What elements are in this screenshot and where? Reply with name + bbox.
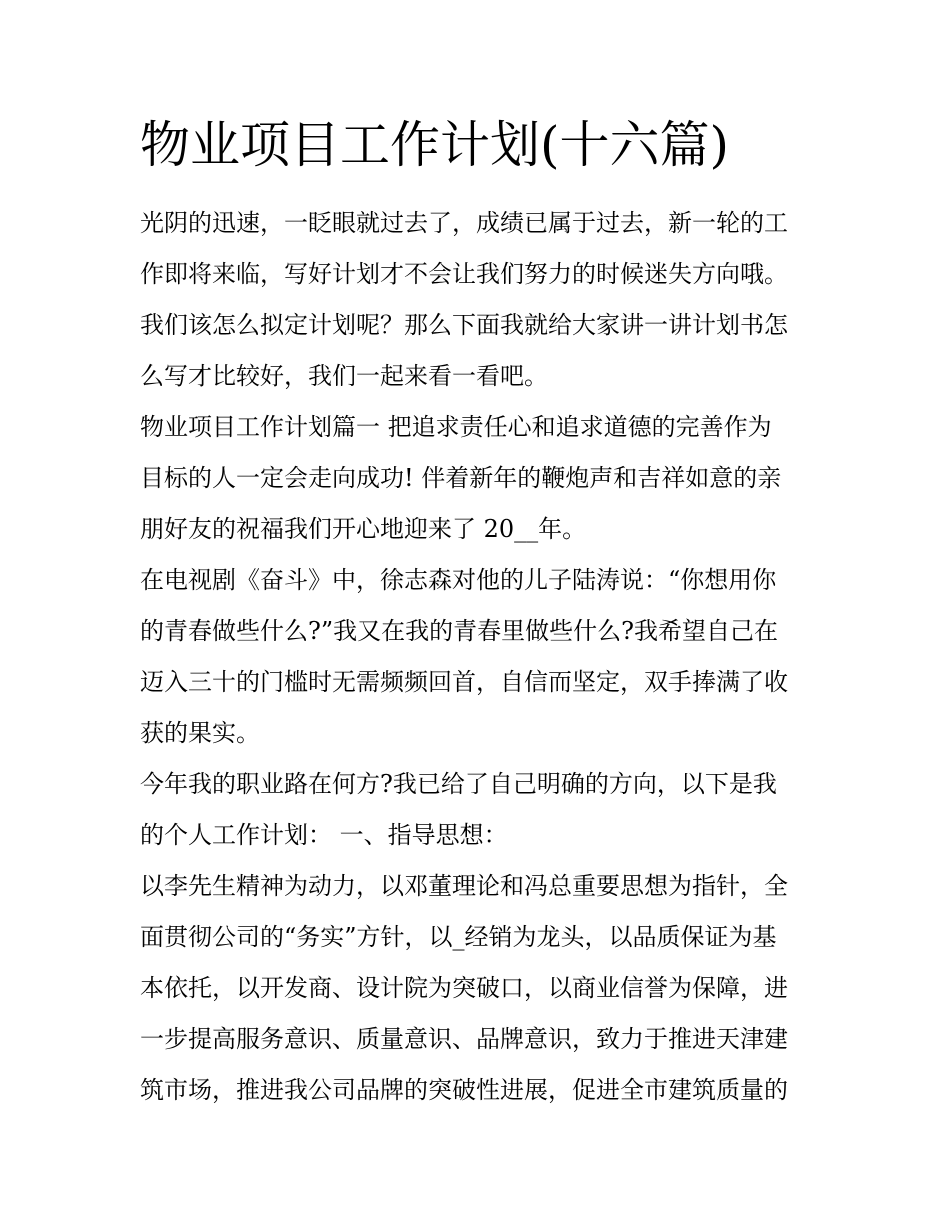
text-line: 本依托，以开发商、设计院为突破口，以商业信誉为保障，进 — [140, 974, 788, 1002]
text-line: 迈入三十的门槛时无需频频回首，自信而坚定，双手捧满了收 — [140, 668, 788, 696]
text-line: 我们该怎么拟定计划呢？那么下面我就给大家讲一讲计划书怎 — [140, 311, 788, 339]
text-line: 作即将来临，写好计划才不会让我们努力的时候迷失方向哦。 — [140, 260, 788, 288]
text-line: 的青春做些什么?”我又在我的青春里做些什么?我希望自己在 — [140, 617, 779, 645]
text-line: 的个人工作计划： 一、指导思想： — [140, 821, 508, 849]
text-line: 在电视剧《奋斗》中，徐志森对他的儿子陆涛说：“你想用你 — [140, 566, 777, 594]
text-line: 朋好友的祝福我们开心地迎来了 20__年。 — [140, 515, 587, 543]
text-line: 获的果实。 — [140, 719, 260, 747]
text-line: 今年我的职业路在何方?我已给了自己明确的方向，以下是我 — [140, 770, 777, 798]
text-line: 筑市场，推进我公司品牌的突破性进展，促进全市建筑质量的 — [140, 1076, 788, 1104]
document-title: 物业项目工作计划(十六篇) — [140, 116, 730, 174]
text-line: 一步提高服务意识、质量意识、品牌意识，致力于推进天津建 — [140, 1025, 788, 1053]
text-line: 物业项目工作计划篇一 把追求责任心和追求道德的完善作为 — [140, 413, 772, 441]
text-line: 光阴的迅速，一眨眼就过去了，成绩已属于过去，新一轮的工 — [140, 209, 788, 237]
text-line: 么写才比较好，我们一起来看一看吧。 — [140, 362, 548, 390]
text-line: 目标的人一定会走向成功! 伴着新年的鞭炮声和吉祥如意的亲 — [140, 464, 782, 492]
text-line: 面贯彻公司的“务实”方针，以_经销为龙头，以品质保证为基 — [140, 923, 777, 951]
document-body — [140, 198, 810, 1116]
text-line: 以李先生精神为动力，以邓董理论和冯总重要思想为指针，全 — [140, 872, 788, 900]
